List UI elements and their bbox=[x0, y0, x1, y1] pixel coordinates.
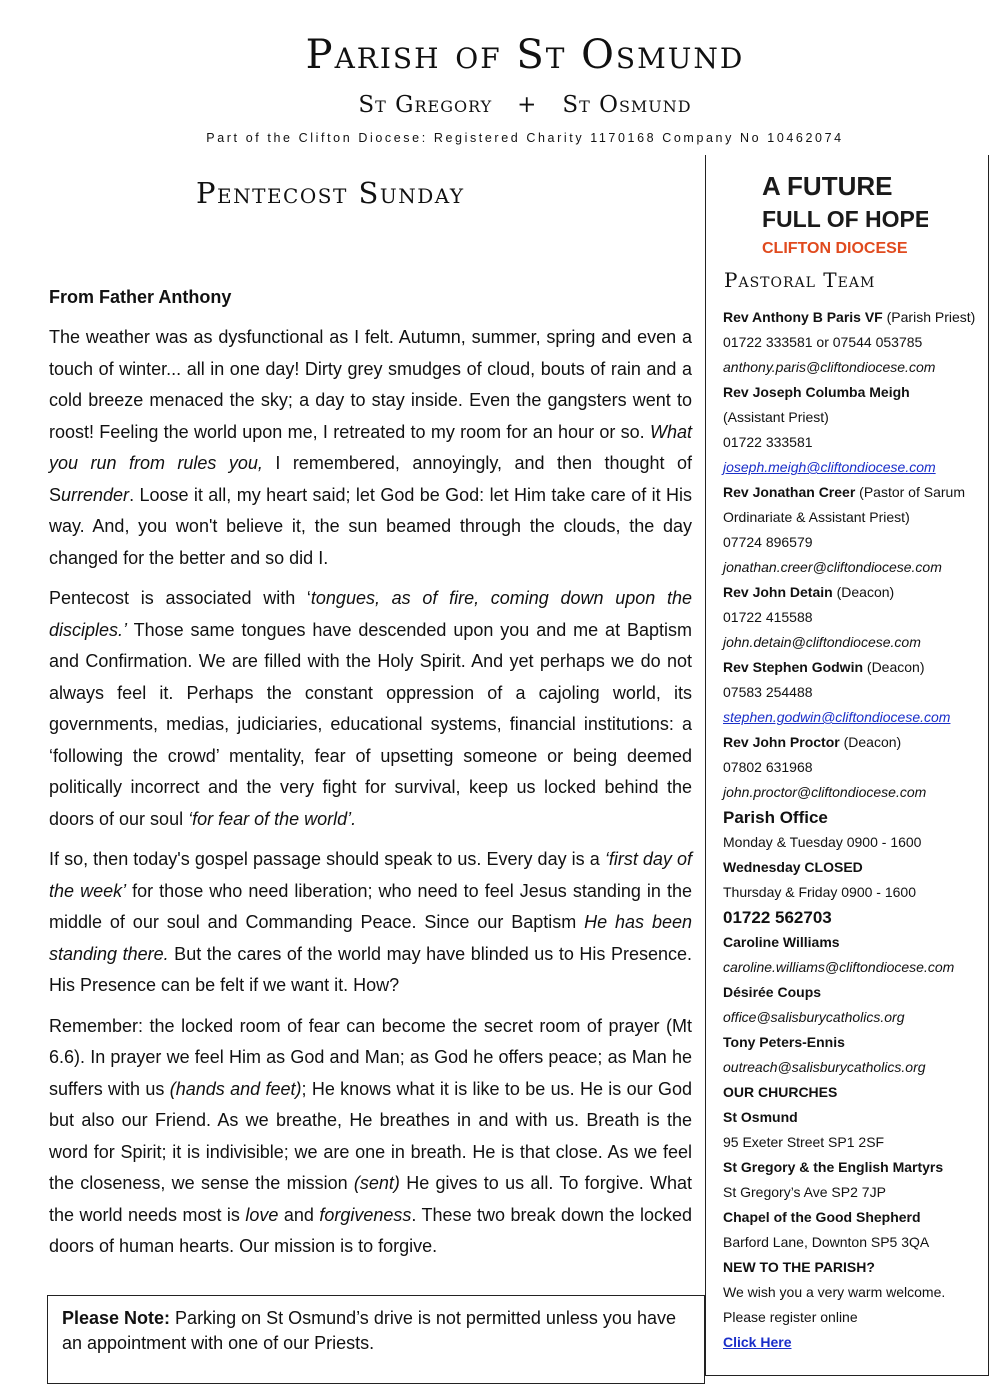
article-paragraph-4: Remember: the locked room of fear can become the secret room of prayer (Mt 6.6). In prayer we feel Him as God and Man; as God he offers peace; as Man he suffers with us (hands and feet); He knows what it is like to be us. He is our God but also our Friend. As we breathe, He breathes in and with us. Breath is the word for Spirit; it is indivisible; we are one in breath. He is that close. As we feel the closeness, we sense the mission (sent) He gives to us all. To forgive. What the world needs most is love and forgiveness. These two break down the locked doors of human hearts. Our mission is to forgive. bbox=[49, 1015, 693, 1256]
notice-text: Parking on St Osmund’s drive is not permitted unless you have an appointment with one of our Priests. bbox=[62, 1308, 676, 1353]
notice-label: Please Note: bbox=[62, 1308, 171, 1328]
email-link[interactable]: joseph.meigh@cliftondiocese.com bbox=[723, 459, 936, 475]
svg-text:FULL OF HOPE: FULL OF HOPE bbox=[762, 206, 928, 232]
article-paragraph-2: Pentecost is associated with ‘tongues, as of fire, coming down upon the disciples.’ Those same tongues have descended upon you and me at Baptism and Confirmation. We are filled with the Holy Spirit. And yet perhaps we do not always feel it. Perhaps the constant oppression of a cajoling world, its governments, medias, judiciaries, educational systems, financial institutions: a ‘following the crowd’ mentality, fear of upsetting someone or being deemed politically incorrect and the very fight for survival, keep us locked behind the doors of our soul ‘for fear of the world’. bbox=[49, 588, 692, 829]
contact-line: Rev Joseph Columba Meigh bbox=[723, 384, 910, 400]
contact-line: Rev Stephen Godwin (Deacon) bbox=[723, 659, 925, 675]
contact-list bbox=[723, 305, 983, 1355]
pastoral-team-title: Pastoral Team bbox=[724, 268, 876, 292]
staff-name: Tony Peters-Ennis bbox=[723, 1034, 845, 1050]
parish-office-title: Parish Office bbox=[723, 808, 828, 827]
register-text: Please register online bbox=[723, 1309, 858, 1325]
email-text: office@salisburycatholics.org bbox=[723, 1009, 905, 1025]
welcome-text: We wish you a very warm welcome. bbox=[723, 1284, 946, 1300]
email-text: anthony.paris@cliftondiocese.com bbox=[723, 359, 936, 375]
contact-line: 01722 333581 bbox=[723, 434, 813, 450]
page-heading: Pentecost Sunday bbox=[196, 176, 465, 210]
parking-notice bbox=[47, 1295, 705, 1384]
church-name: Chapel of the Good Shepherd bbox=[723, 1209, 921, 1225]
contact-line: 01722 415588 bbox=[723, 609, 813, 625]
staff-name: Désirée Coups bbox=[723, 984, 822, 1000]
article-heading: From Father Anthony bbox=[49, 287, 232, 307]
contact-line: 07583 254488 bbox=[723, 684, 813, 700]
church-name: St Osmund bbox=[723, 1109, 798, 1125]
churches-title: OUR CHURCHES bbox=[723, 1084, 838, 1100]
contact-line: 07802 631968 bbox=[723, 759, 813, 775]
church-address: St Gregory’s Ave SP2 7JP bbox=[723, 1184, 886, 1200]
parish-subtitle: St Gregory + St Osmund bbox=[358, 92, 692, 118]
contact-line: Rev Anthony B Paris VF (Parish Priest) bbox=[723, 309, 976, 325]
diocese-logo bbox=[758, 165, 928, 261]
article-paragraph-3: If so, then today's gospel passage should speak to us. Every day is a ‘first day of the week’ for those who need liberation; who need to feel Jesus standing in the middle of our soul and Commanding Peace. Since our Baptism He has been standing there. But the cares of the world may have blinded us to His Presence. His Presence can be felt if we want it. How? bbox=[49, 849, 693, 995]
register-link[interactable]: Click Here bbox=[723, 1334, 792, 1350]
new-to-parish-title: NEW TO THE PARISH? bbox=[723, 1259, 875, 1275]
email-text: caroline.williams@cliftondiocese.com bbox=[723, 959, 955, 975]
sidebar bbox=[705, 155, 989, 1376]
contact-line: Rev John Proctor (Deacon) bbox=[723, 734, 902, 750]
staff-name: Caroline Williams bbox=[723, 934, 840, 950]
future-full-of-hope-logo bbox=[758, 165, 928, 261]
email-link[interactable]: stephen.godwin@cliftondiocese.com bbox=[723, 709, 951, 725]
email-text: john.detain@cliftondiocese.com bbox=[723, 634, 921, 650]
church-address: Barford Lane, Downton SP5 3QA bbox=[723, 1234, 930, 1250]
email-text: john.proctor@cliftondiocese.com bbox=[723, 784, 927, 800]
contact-line: Rev John Detain (Deacon) bbox=[723, 584, 895, 600]
contact-line: (Assistant Priest) bbox=[723, 409, 829, 425]
article-paragraph-1: The weather was as dysfunctional as I felt. Autumn, summer, spring and even a touch of winter... all in one day! Dirty grey smudges of cloud, bouts of rain and a cold breeze menaced the sky; a day to stay inside. Even the gangsters went to roost! Feeling the world upon me, I retreated to my room for an hour or so. What you run from rules you, I remembered, annoyingly, and then thought of Surrender. Loose it all, my heart said; let God be God: let Him take care of it His way. And, you won't believe it, the sun beamed through the clouds, the day changed for the better and so did I. bbox=[49, 327, 692, 568]
office-hours: Monday & Tuesday 0900 - 1600 bbox=[723, 834, 922, 850]
contact-line: Ordinariate & Assistant Priest) bbox=[723, 509, 910, 525]
article bbox=[49, 284, 692, 1272]
contact-line: 07724 896579 bbox=[723, 534, 813, 550]
contact-line: 01722 333581 or 07544 053785 bbox=[723, 334, 923, 350]
email-text: outreach@salisburycatholics.org bbox=[723, 1059, 926, 1075]
office-phone: 01722 562703 bbox=[723, 908, 832, 927]
church-address: 95 Exeter Street SP1 2SF bbox=[723, 1134, 885, 1150]
church-name: St Gregory & the English Martyrs bbox=[723, 1159, 944, 1175]
parish-title: Parish of St Osmund bbox=[305, 32, 745, 78]
charity-line: Part of the Clifton Diocese: Registered Charity 1170168 Company No 10462074 bbox=[206, 131, 844, 145]
contact-line: Rev Jonathan Creer (Pastor of Sarum bbox=[723, 484, 965, 500]
email-text: jonathan.creer@cliftondiocese.com bbox=[723, 559, 942, 575]
svg-text:CLIFTON DIOCESE: CLIFTON DIOCESE bbox=[762, 240, 908, 257]
office-hours: Wednesday CLOSED bbox=[723, 859, 863, 875]
svg-text:A FUTURE: A FUTURE bbox=[762, 171, 893, 201]
office-hours: Thursday & Friday 0900 - 1600 bbox=[723, 884, 916, 900]
